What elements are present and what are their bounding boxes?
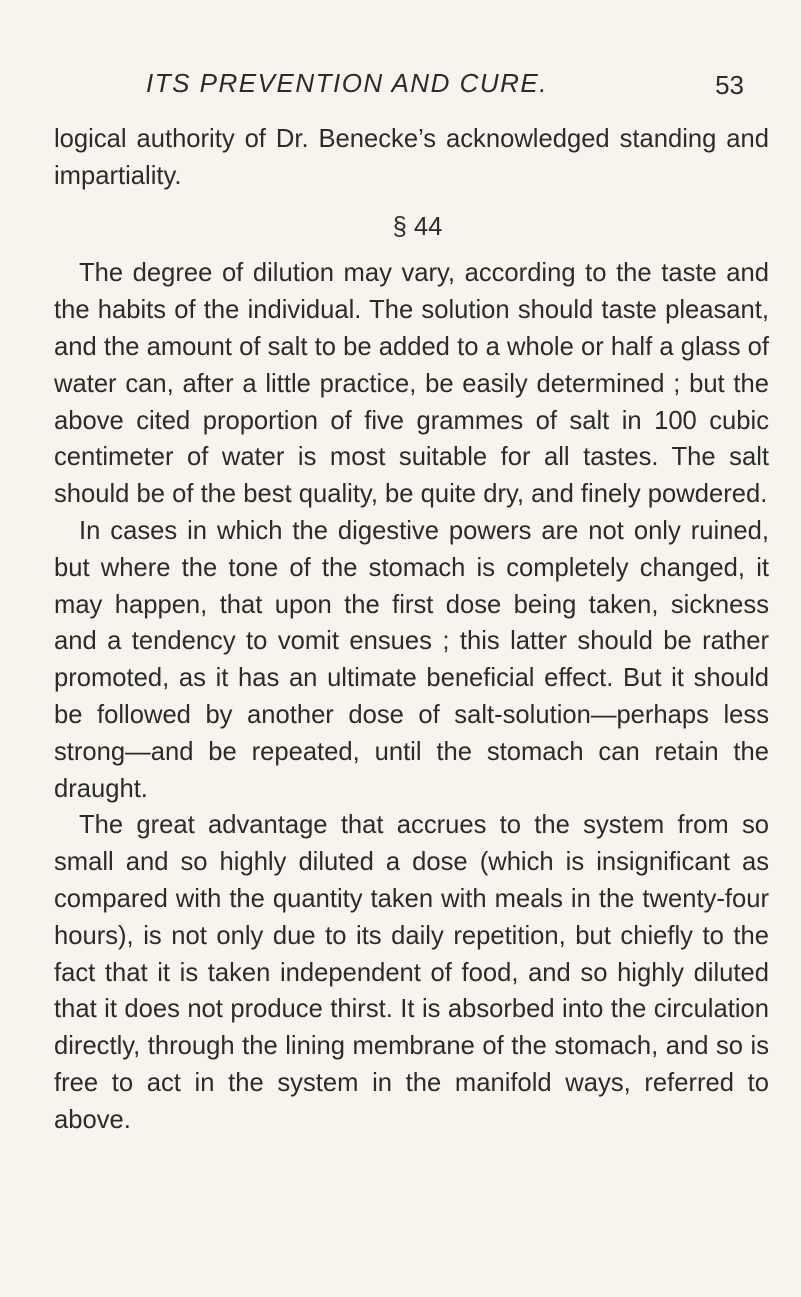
page-number: 53 [715,70,744,100]
paragraph: The degree of dilution may vary, according to the taste and the habits of the individual. The solution should taste pleasant, and the amount of salt to be added to a whole or half a glass of water can, after a little practice, be easily determined ; but the above cited proportion of five grammes of salt in 100 cubic centimeter of water is most suitable for all tastes. The salt should be of the best quality, be quite dry, and finely powdered. [54,259,769,509]
running-header [146,68,766,108]
paragraph-continuation: logical authority of Dr. Benecke’s acknowledged standing and impartiality. [54,125,769,190]
page-body [54,121,769,1139]
paragraph: In cases in which the digestive powers are not only ruined, but where the tone of the stomach is completely changed, it may happen, that upon the first dose being taken, sickness and a tendency to vomit ensues ; this latter should be rather promoted, as it has an ultimate beneficial effect. But it should be followed by another dose of salt-solution—perhaps less strong—and be repeated, until the stomach can retain the draught. [54,516,769,803]
section-heading: § 44 [392,212,443,241]
running-title: ITS PREVENTION AND CURE. [146,68,548,98]
paragraph: The great advantage that accrues to the system from so small and so highly diluted a dose (which is insignificant as compared with the quantity taken with meals in the twenty-four hours), is not only due to its daily repetition, but chiefly to the fact that it is taken independent of food, and so highly diluted that it does not produce thirst. It is absorbed into the circulation directly, through the lining membrane of the stomach, and so is free to act in the system in the manifold ways, referred to above. [54,811,769,1134]
